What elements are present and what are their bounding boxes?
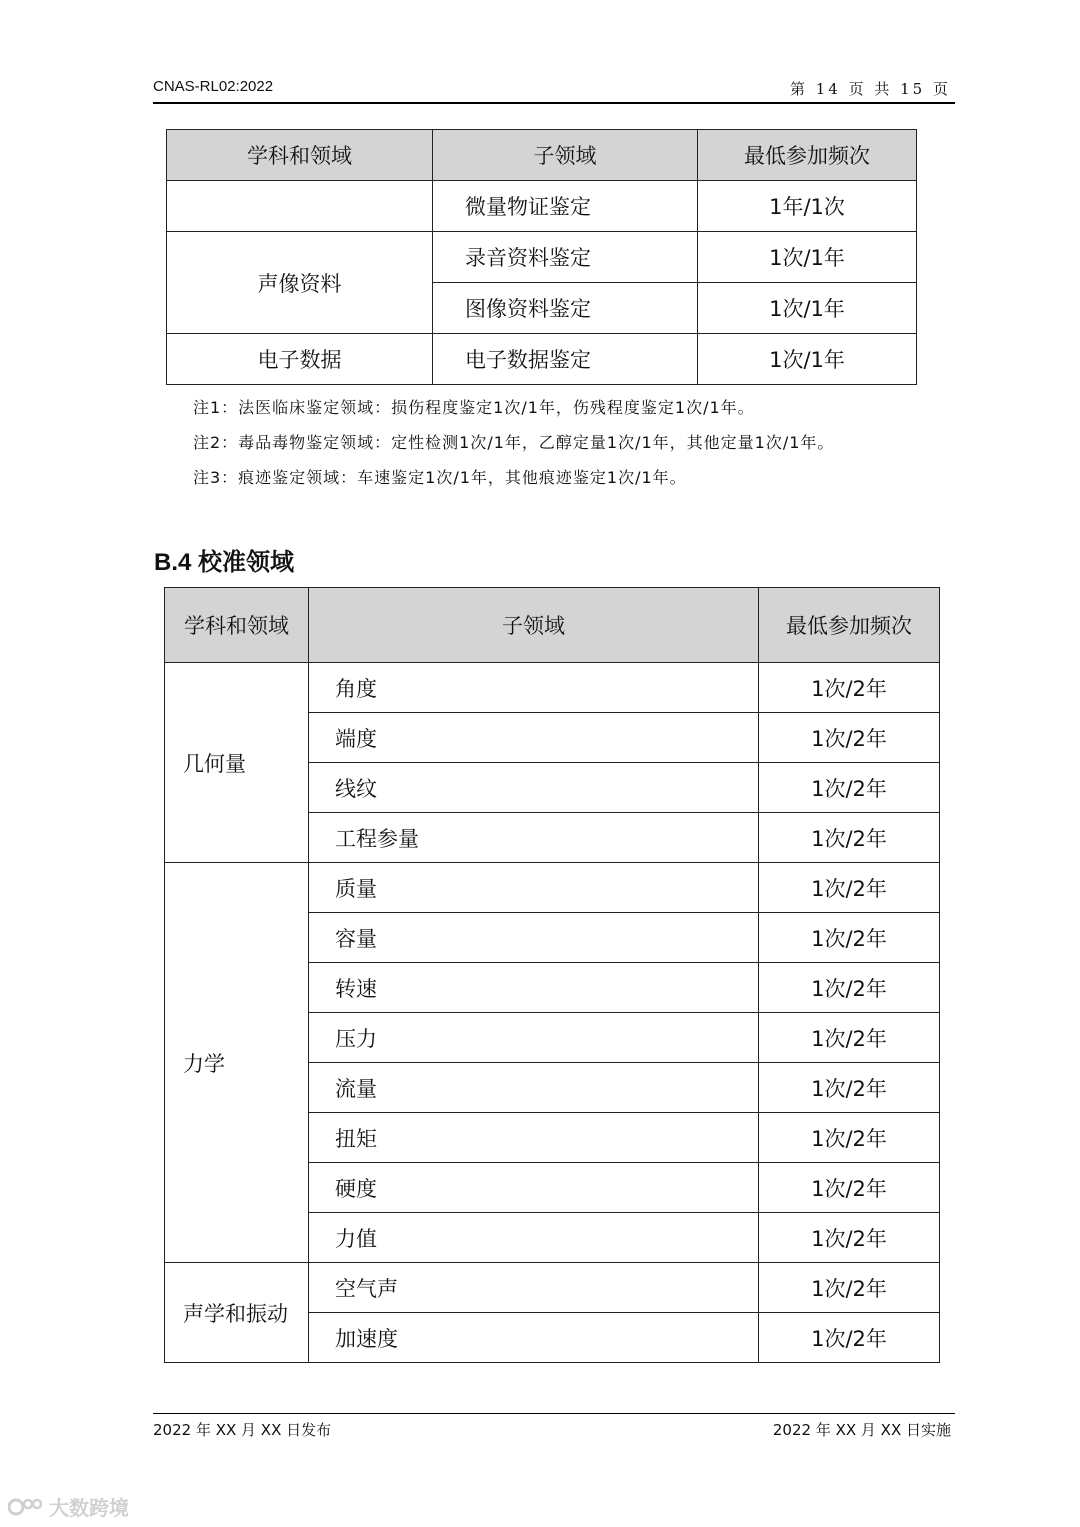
table-row <box>165 663 940 713</box>
col-header-field: 学科和领域 <box>165 588 309 663</box>
frequency-cell: 1次/2年 <box>759 763 940 813</box>
table-notes <box>193 396 834 501</box>
frequency-cell: 1次/2年 <box>759 1063 940 1113</box>
subfield-cell: 容量 <box>309 913 759 963</box>
frequency-cell: 1次/2年 <box>759 1013 940 1063</box>
field-cell: 力学 <box>165 863 309 1263</box>
note-3: 注3：痕迹鉴定领域：车速鉴定1次/1年，其他痕迹鉴定1次/1年。 <box>193 468 687 487</box>
frequency-cell: 1次/2年 <box>759 1113 940 1163</box>
field-cell <box>167 181 433 232</box>
note-2: 注2：毒品毒物鉴定领域：定性检测1次/1年，乙醇定量1次/1年，其他定量1次/1年。 <box>193 433 835 452</box>
subfield-cell: 工程参量 <box>309 813 759 863</box>
subfield-cell: 流量 <box>309 1063 759 1113</box>
table-row <box>165 863 940 913</box>
subfield-cell: 微量物证鉴定 <box>433 181 698 232</box>
table-row <box>167 334 917 385</box>
table-header-row <box>167 130 917 181</box>
field-cell: 几何量 <box>165 663 309 863</box>
frequency-cell: 1次/1年 <box>698 334 917 385</box>
frequency-cell: 1次/2年 <box>759 813 940 863</box>
watermark <box>8 1492 148 1520</box>
calibration-frequency-table <box>164 587 940 1363</box>
subfield-cell: 加速度 <box>309 1313 759 1363</box>
col-header-frequency: 最低参加频次 <box>759 588 940 663</box>
table-row <box>165 1263 940 1313</box>
table-row <box>167 181 917 232</box>
col-header-field: 学科和领域 <box>167 130 433 181</box>
subfield-cell: 空气声 <box>309 1263 759 1313</box>
col-header-frequency: 最低参加频次 <box>698 130 917 181</box>
subfield-cell: 录音资料鉴定 <box>433 232 698 283</box>
table-row <box>167 232 917 283</box>
frequency-cell: 1次/2年 <box>759 863 940 913</box>
frequency-cell: 1次/2年 <box>759 913 940 963</box>
subfield-cell: 硬度 <box>309 1163 759 1213</box>
note-1: 注1：法医临床鉴定领域：损伤程度鉴定1次/1年，伤残程度鉴定1次/1年。 <box>193 398 755 417</box>
field-cell: 电子数据 <box>167 334 433 385</box>
subfield-cell: 转速 <box>309 963 759 1013</box>
subfield-cell: 力值 <box>309 1213 759 1263</box>
page-footer <box>153 1413 955 1439</box>
subfield-cell: 线纹 <box>309 763 759 813</box>
frequency-cell: 1次/2年 <box>759 713 940 763</box>
table-header-row <box>165 588 940 663</box>
page-header <box>153 76 955 104</box>
frequency-cell: 1次/2年 <box>759 663 940 713</box>
publish-date: 2022 年 XX 月 XX 日发布 <box>153 1421 332 1439</box>
effective-date: 2022 年 XX 月 XX 日实施 <box>772 1421 951 1439</box>
subfield-cell: 角度 <box>309 663 759 713</box>
frequency-cell: 1次/1年 <box>698 232 917 283</box>
frequency-cell: 1次/2年 <box>759 1213 940 1263</box>
subfield-cell: 质量 <box>309 863 759 913</box>
subfield-cell: 端度 <box>309 713 759 763</box>
field-cell: 声学和振动 <box>165 1263 309 1363</box>
doc-id: CNAS-RL02:2022 <box>153 78 274 95</box>
frequency-cell: 1次/1年 <box>698 283 917 334</box>
section-title: B.4 校准领域 <box>154 549 295 576</box>
col-header-subfield: 子领域 <box>433 130 698 181</box>
frequency-cell: 1次/2年 <box>759 963 940 1013</box>
page-number: 第 14 页 共 15 页 <box>789 80 951 98</box>
watermark-text: 大数跨境 <box>48 1496 129 1520</box>
subfield-cell: 图像资料鉴定 <box>433 283 698 334</box>
frequency-cell: 1次/2年 <box>759 1163 940 1213</box>
frequency-cell: 1年/1次 <box>698 181 917 232</box>
col-header-subfield: 子领域 <box>309 588 759 663</box>
forensic-frequency-table <box>166 129 917 385</box>
field-cell: 声像资料 <box>167 232 433 334</box>
brand-logo-icon <box>8 1496 42 1523</box>
subfield-cell: 压力 <box>309 1013 759 1063</box>
subfield-cell: 扭矩 <box>309 1113 759 1163</box>
subfield-cell: 电子数据鉴定 <box>433 334 698 385</box>
frequency-cell: 1次/2年 <box>759 1263 940 1313</box>
frequency-cell: 1次/2年 <box>759 1313 940 1363</box>
